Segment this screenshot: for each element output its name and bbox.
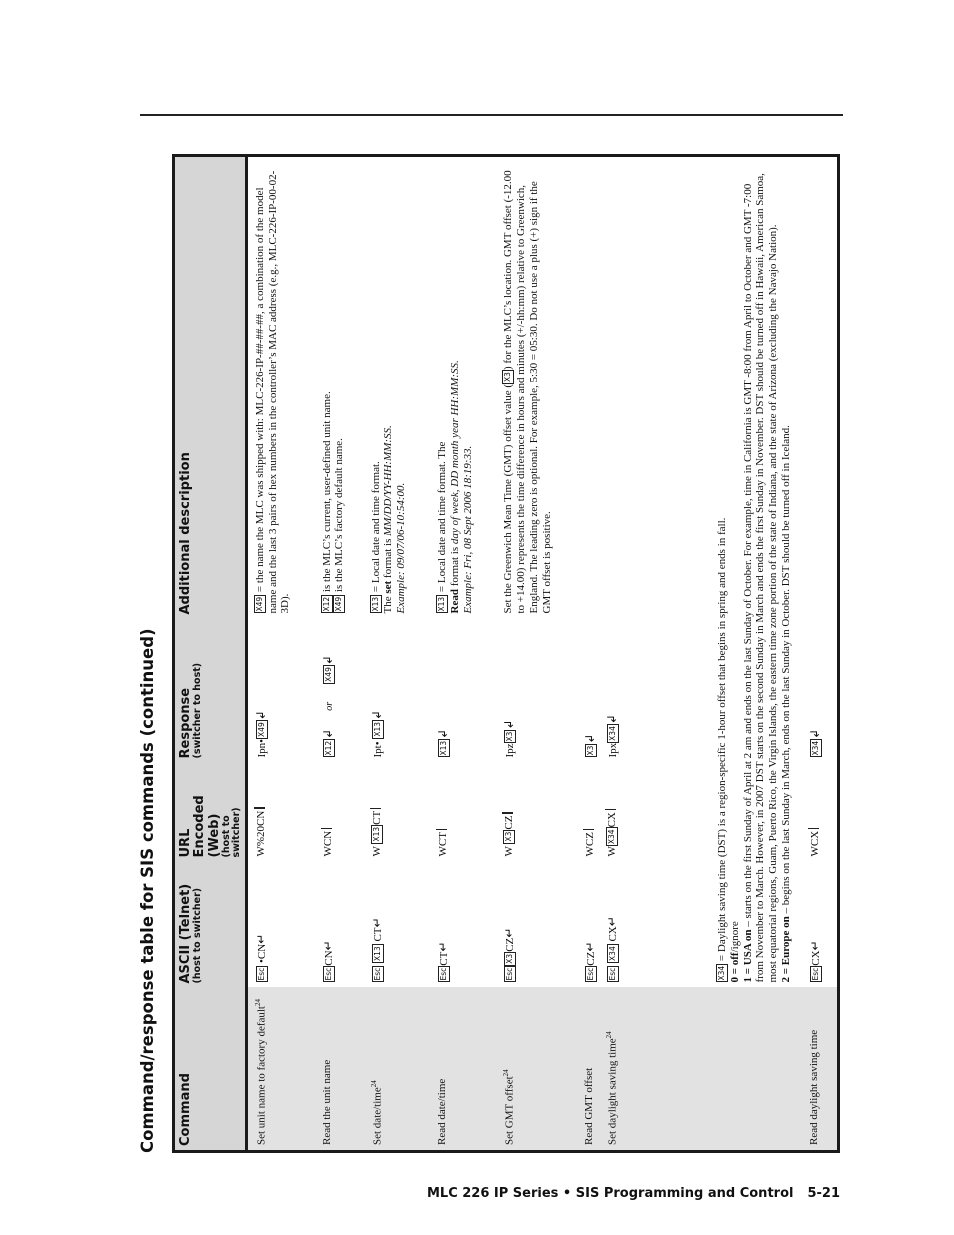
rotated-content bbox=[138, 157, 838, 1153]
pipe-icon bbox=[436, 829, 447, 830]
table-row bbox=[496, 156, 579, 1152]
response-cell: Ipt• X13↲ bbox=[369, 709, 384, 758]
enter-arrow-icon: ↵ bbox=[253, 933, 268, 944]
header-response: Response (switcher to host) bbox=[174, 619, 247, 763]
command-cell: Set unit name to factory default$^{24}$ bbox=[246, 988, 314, 1152]
return-arrow-icon: ↲ bbox=[582, 733, 597, 744]
pipe-icon bbox=[370, 808, 381, 809]
footer-text: MLC 226 IP Series • SIS Programming and Control bbox=[426, 1186, 794, 1201]
table-row bbox=[603, 156, 626, 1152]
ascii-cell: Esc •CN↵ bbox=[253, 933, 268, 981]
return-arrow-icon: ↲ bbox=[253, 710, 268, 721]
esc-key-icon: Esc bbox=[438, 967, 448, 981]
description-cell: X13 = Local date and time format. The Read format is day of week, DD month year HH:MM:SS. Example: Fri, 08 Sept 2006 18:19:33. bbox=[435, 360, 474, 614]
enter-arrow-icon: ↵ bbox=[605, 916, 620, 927]
description-cell bbox=[603, 156, 626, 619]
enter-arrow-icon: ↵ bbox=[369, 917, 384, 928]
header-command: Command bbox=[174, 988, 247, 1152]
dst-description-cell: X34 = Daylight saving time (DST) is a region-specific 1-hour offset that begins in spring and ends in fall. 0 = off/ignore 1 = USA on – starts on the first Sunday of April at 2 am and ends on the last Sunday of October. For example, time in California is GMT -8:00 from April to October and GMT -7:00 from November to March. However, in 2007 DST starts on the second Sunday in March and ends the first Sunday in November. DST should be turned off in Hawaii, American Samoa, most equatorial regions, Guam, Puerto Rico, the Virgin Islands, the eastern time zone portion of the state of Indiana, and the state of Arizona (excluding the Navajo Nation). 2 = Europe on – begins on the last Sunday in March, ends on the last Sunday in October. DST should be turned off in Iceland. bbox=[715, 173, 793, 983]
page-footer bbox=[380, 1186, 840, 1201]
header-ascii-sub: (host to switcher) bbox=[192, 887, 204, 984]
command-cell: Read the unit name bbox=[315, 988, 364, 1152]
command-cell: Read GMT offset bbox=[580, 988, 604, 1152]
url-cell: WCX bbox=[802, 763, 839, 862]
response-cell: Ipn•X49↲ bbox=[253, 710, 268, 758]
url-cell: WX34CX bbox=[603, 763, 626, 862]
url-cell: W X3CZ bbox=[496, 763, 579, 862]
return-arrow-icon: ↲ bbox=[605, 714, 620, 725]
header-response-sub: (switcher to host) bbox=[192, 662, 204, 759]
sis-command-table bbox=[172, 154, 840, 1153]
description-cell: X13 = Local date and time format. The set format is MM/DD/YY-HH:MM:SS. Example: 09/07/06-10:54:00. bbox=[369, 425, 408, 614]
table-row-dst-description bbox=[626, 156, 802, 1152]
return-arrow-icon: ↲ bbox=[369, 709, 384, 720]
description-cell bbox=[802, 156, 839, 619]
command-cell: Read daylight saving time bbox=[802, 988, 839, 1152]
page-title: Command/response table for SIS commands (continued) bbox=[138, 628, 157, 1153]
header-url: URL Encoded (Web) (host to switcher) bbox=[174, 763, 247, 862]
ascii-cell: EscCT↵ bbox=[435, 941, 450, 981]
enter-arrow-icon: ↵ bbox=[582, 941, 597, 952]
table-row bbox=[246, 156, 314, 1152]
esc-key-icon: Esc bbox=[810, 967, 820, 981]
pipe-icon bbox=[808, 828, 819, 829]
table-row bbox=[430, 156, 496, 1152]
esc-key-icon: Esc bbox=[256, 967, 266, 981]
description-cell: Set the Greenwich Mean Time (GMT) offset value (X3) for the MLC’s location. GMT offset (-12.00 to +14.00) represents the time difference in hours and minutes (+/-hh:mm) relative to Greenwich, England. The leading zero is optional. For example, 5:30 = 05:30. Do not use a plus (+) sign if the GMT offset is positive. bbox=[502, 170, 553, 614]
pipe-icon bbox=[321, 828, 332, 829]
header-url-sub: (host to switcher) bbox=[220, 807, 243, 858]
enter-arrow-icon: ↵ bbox=[320, 940, 335, 951]
table-row bbox=[315, 156, 364, 1152]
ascii-cell: EscX3CZ↵ bbox=[502, 927, 517, 981]
response-cell: X34↲ bbox=[807, 728, 822, 756]
return-arrow-icon: ↲ bbox=[320, 655, 335, 666]
description-cell: X49 = the name the MLC was shipped with: MLC-226-IP-##-##-##, a combination of the model name and the last 3 pairs of hex numbers in the controller’s MAC address (e.g., MLC-226-IP-00-02-3D). bbox=[253, 170, 292, 614]
header-ascii: ASCII (Telnet) (host to switcher) bbox=[174, 862, 247, 988]
enter-arrow-icon: ↵ bbox=[807, 940, 822, 951]
table-row bbox=[802, 156, 839, 1152]
response-cell: X13↲ bbox=[435, 728, 450, 756]
header-description: Additional description bbox=[174, 156, 247, 619]
pipe-icon bbox=[583, 829, 594, 830]
response-cell: IpzX3↲ bbox=[502, 719, 517, 758]
page-number: 5-21 bbox=[807, 1186, 840, 1201]
table-row bbox=[580, 156, 604, 1152]
pipe-icon bbox=[605, 809, 616, 810]
esc-key-icon: Esc bbox=[585, 967, 595, 981]
url-cell: WCT bbox=[430, 763, 496, 862]
return-arrow-icon: ↲ bbox=[502, 719, 517, 730]
esc-key-icon: Esc bbox=[372, 967, 382, 981]
url-cell: WCN bbox=[315, 763, 364, 862]
enter-arrow-icon: ↵ bbox=[435, 941, 450, 952]
response-cell: IpxX34↲ bbox=[605, 714, 620, 758]
command-cell: Set date/time$^{24}$ bbox=[364, 988, 430, 1152]
description-cell bbox=[580, 156, 604, 619]
return-arrow-icon: ↲ bbox=[435, 728, 450, 739]
pipe-icon bbox=[254, 807, 265, 808]
esc-key-icon: Esc bbox=[505, 967, 515, 981]
top-rule bbox=[140, 114, 843, 116]
ascii-cell: Esc X34 CX↵ bbox=[605, 916, 620, 981]
enter-arrow-icon: ↵ bbox=[502, 927, 517, 938]
esc-key-icon: Esc bbox=[608, 967, 618, 981]
return-arrow-icon: ↲ bbox=[807, 728, 822, 739]
url-cell: W%20CN bbox=[246, 763, 314, 862]
command-cell: Read date/time bbox=[430, 988, 496, 1152]
description-cell: X12 is the MLC’s current, user-defined unit name. X49 is the MLC’s factory default name. bbox=[320, 391, 346, 612]
esc-key-icon: Esc bbox=[323, 967, 333, 981]
pipe-icon bbox=[502, 812, 513, 813]
ascii-cell: EscCX↵ bbox=[807, 940, 822, 981]
ascii-cell: EscCN↵ bbox=[320, 940, 335, 981]
ascii-cell: EscCZ↵ bbox=[582, 941, 597, 981]
command-cell: Set daylight saving time$^{24}$ bbox=[603, 988, 626, 1152]
return-arrow-icon: ↲ bbox=[320, 728, 335, 739]
command-cell bbox=[626, 988, 802, 1152]
url-cell: W X13CT bbox=[364, 763, 430, 862]
table-row bbox=[364, 156, 430, 1152]
response-cell: X12↲orX49↲ bbox=[320, 655, 335, 756]
url-cell: WCZ bbox=[580, 763, 604, 862]
response-cell: X3↲ bbox=[582, 733, 597, 756]
table-header bbox=[174, 156, 247, 1152]
command-cell: Set GMT offset$^{24}$ bbox=[496, 988, 579, 1152]
ascii-cell: Esc X13 CT↵ bbox=[369, 917, 384, 981]
